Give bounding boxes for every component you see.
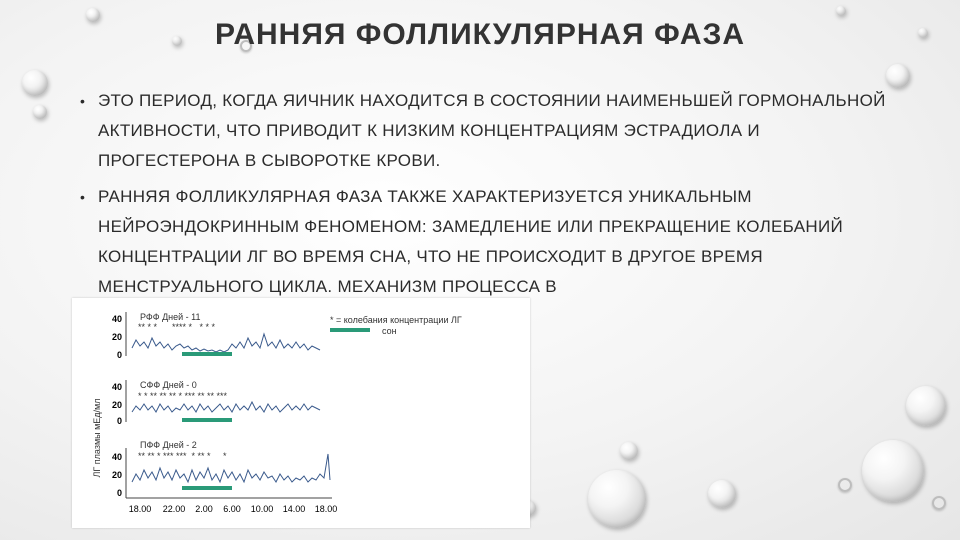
water-drop	[588, 470, 646, 528]
panel-2	[112, 380, 320, 426]
x-tick: 22.00	[162, 504, 186, 514]
sleep-bar	[182, 486, 232, 490]
panel-3	[112, 440, 332, 498]
panel-ytick: 20	[111, 400, 122, 410]
panel-stars: ** * * **** * * * *	[138, 322, 216, 332]
legend-bar-label: сон	[382, 326, 397, 336]
panel-ytick: 40	[111, 382, 122, 392]
figure-ylabel: ЛГ плазмы мЕд/мл	[92, 398, 102, 478]
x-tick: 6.00	[223, 504, 241, 514]
bullet-item	[80, 86, 900, 176]
water-drop	[886, 64, 910, 88]
water-drop	[620, 442, 638, 460]
lh-figure-svg	[72, 298, 530, 528]
panel-ytick: 20	[111, 332, 122, 342]
x-tick: 2.00	[195, 504, 213, 514]
x-tick: 18.00	[314, 504, 338, 514]
x-tick: 18.00	[128, 504, 152, 514]
water-drop	[906, 386, 946, 426]
slide-title: РАННЯЯ ФОЛЛИКУЛЯРНАЯ ФАЗА	[214, 18, 746, 51]
water-drop	[33, 105, 47, 119]
lh-pulsatility-figure	[72, 298, 530, 528]
bullet-icon: •	[80, 93, 86, 109]
water-ring	[838, 478, 852, 492]
sleep-bar	[182, 352, 232, 356]
bullet-item	[80, 182, 900, 302]
panel-ytick: 0	[116, 416, 122, 426]
sleep-bar	[182, 418, 232, 422]
bullet-text: ЭТО ПЕРИОД, КОГДА ЯИЧНИК НАХОДИТСЯ В СОСТОЯНИИ НАИМЕНЬШЕЙ ГОРМОНАЛЬНОЙ АКТИВНОСТИ, ЧТО ПРИВОДИТ К НИЗКИМ КОНЦЕНТРАЦИЯМ ЭСТРАДИОЛА И ПРОГЕСТЕРОНА В СЫВОРОТКЕ КРОВИ.	[98, 91, 886, 170]
panel-stars: * * ** ** ** * *** ** ** ***	[138, 391, 228, 401]
panel-ytick: 40	[111, 452, 122, 462]
lh-trace-2	[132, 402, 320, 412]
x-tick: 10.00	[250, 504, 274, 514]
panel-ytick: 20	[111, 470, 122, 480]
panel-stars: ** ** * *** *** * ** * *	[138, 451, 227, 461]
panel-ytick: 0	[116, 488, 122, 498]
panel-label: РФФ Дней - 11	[140, 312, 201, 322]
panel-ytick: 0	[116, 350, 122, 360]
water-drop	[22, 70, 48, 96]
x-tick: 14.00	[282, 504, 306, 514]
panel-label: СФФ Дней - 0	[140, 380, 197, 390]
bullet-list	[80, 86, 900, 308]
legend-star-label: * = колебания концентрации ЛГ	[330, 315, 462, 325]
panel-1	[112, 312, 320, 360]
legend-sleep-swatch	[330, 328, 370, 332]
water-drop	[836, 6, 846, 16]
water-ring	[932, 496, 946, 510]
panel-ytick: 40	[111, 314, 122, 324]
water-drop	[708, 480, 736, 508]
bullet-icon: •	[80, 189, 86, 205]
bullet-text: РАННЯЯ ФОЛЛИКУЛЯРНАЯ ФАЗА ТАКЖЕ ХАРАКТЕРИЗУЕТСЯ УНИКАЛЬНЫМ НЕЙРОЭНДОКРИННЫМ ФЕНОМЕНОМ: ЗАМЕДЛЕНИЕ ИЛИ ПРЕКРАЩЕНИЕ КОЛЕБАНИЙ КОНЦЕНТРАЦИИ ЛГ ВО ВРЕМЯ СНА, ЧТО НЕ ПРОИСХОДИТ В ДРУГОЕ ВРЕМЯ МЕНСТРУАЛЬНОГО ЦИКЛА. МЕХАНИЗМ ПРОЦЕССА В	[98, 187, 844, 296]
lh-trace-1	[132, 334, 320, 352]
panel-label: ПФФ Дней - 2	[140, 440, 197, 450]
water-drop	[862, 440, 924, 502]
x-axis-ticks	[129, 504, 338, 514]
